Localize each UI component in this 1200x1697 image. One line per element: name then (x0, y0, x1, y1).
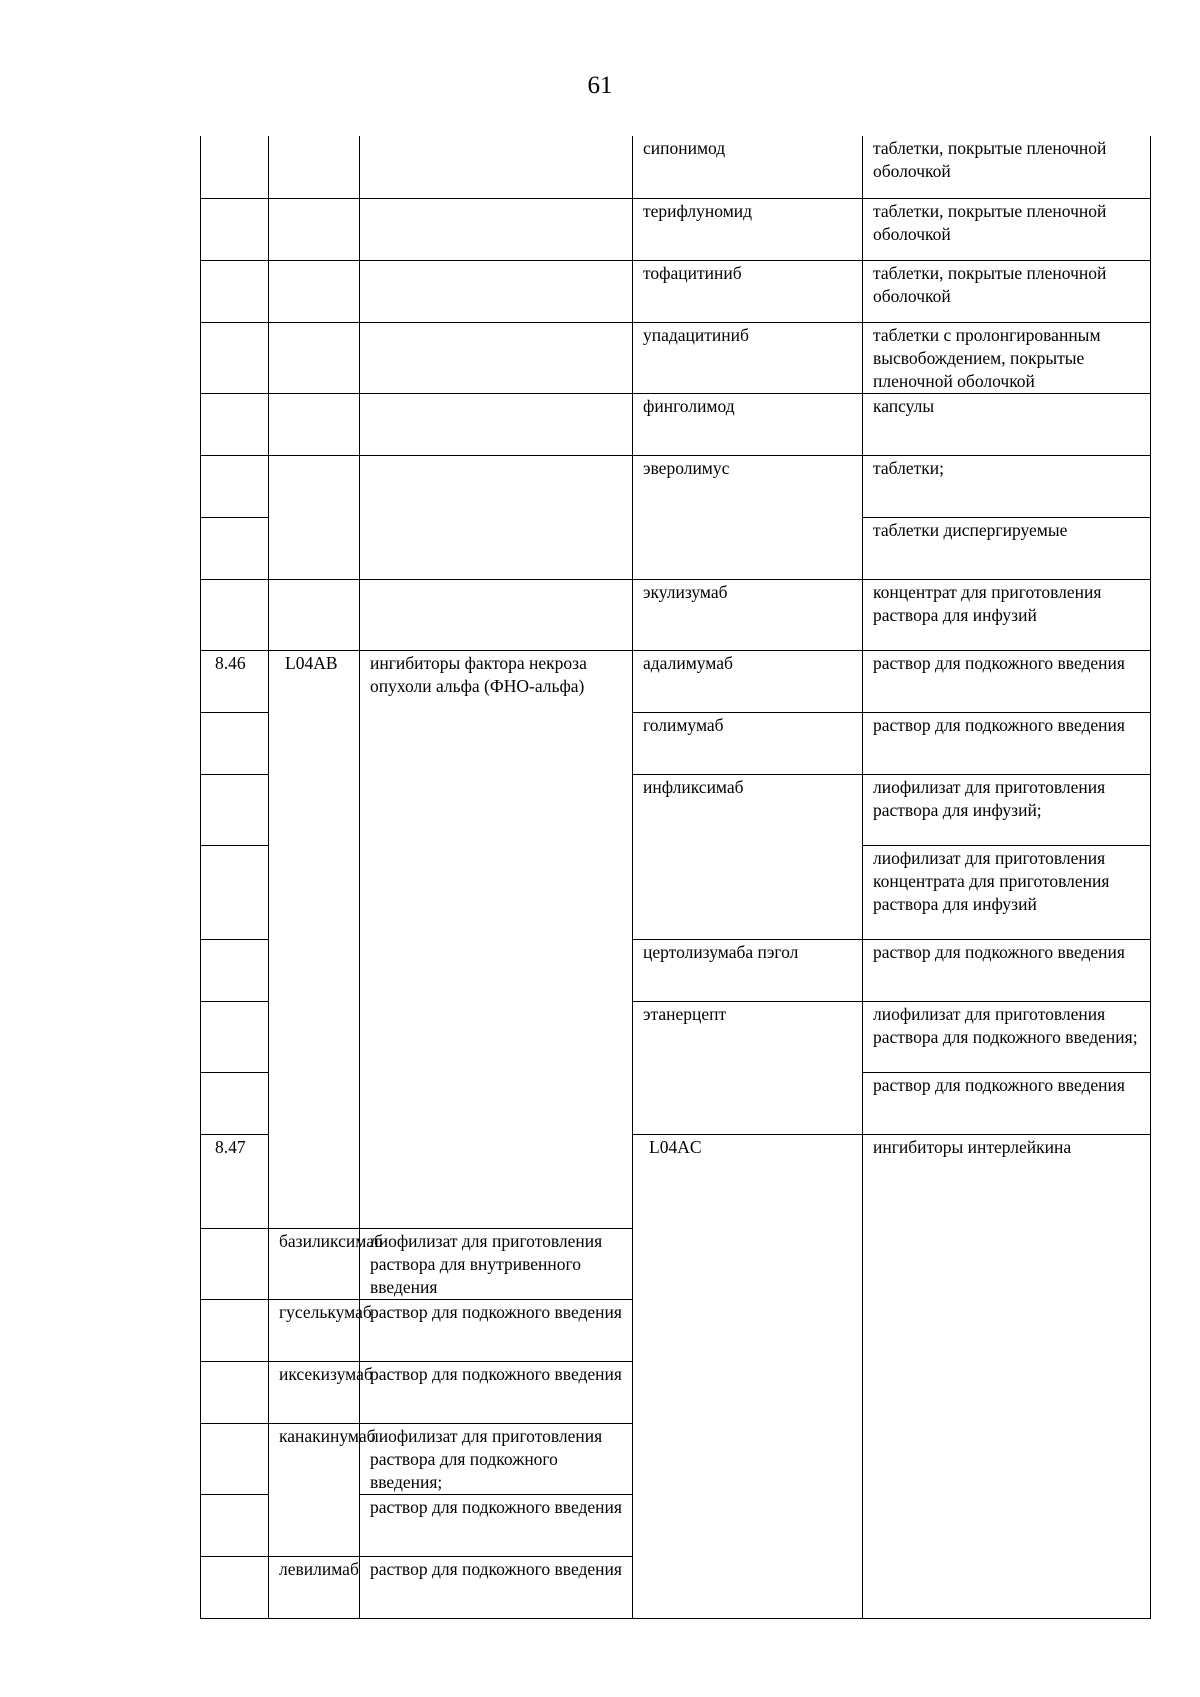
dosage-form: раствор для подкожного введения (360, 1556, 633, 1618)
dosage-form: раствор для подкожного введения (863, 939, 1151, 1001)
table-row (201, 260, 1151, 322)
group-number: 8.47 (201, 1134, 269, 1228)
drug-name: левилимаб (269, 1556, 360, 1618)
drug-name: тофацитиниб (633, 260, 863, 322)
drug-name: финголимод (633, 393, 863, 455)
dosage-form: таблетки, покрытые пленочной оболочкой (863, 260, 1151, 322)
dosage-form: таблетки диспергируемые (863, 517, 1151, 579)
drug-name: терифлуномид (633, 198, 863, 260)
drug-name: сипонимод (633, 136, 863, 198)
dosage-form: лиофилизат для приготовления концентрата для приготовления раствора для инфузий (863, 845, 1151, 939)
dosage-form: капсулы (863, 393, 1151, 455)
drug-name: этанерцепт (633, 1001, 863, 1134)
drug-name: иксекизумаб (269, 1361, 360, 1423)
table-row (201, 650, 1151, 712)
page-number: 61 (587, 72, 613, 99)
dosage-form: таблетки, покрытые пленочной оболочкой (863, 198, 1151, 260)
group-number: 8.46 (201, 650, 269, 712)
dosage-form: раствор для подкожного введения (360, 1361, 633, 1423)
drug-name: гуселькумаб (269, 1299, 360, 1361)
drug-name: цертолизумаба пэгол (633, 939, 863, 1001)
dosage-form: лиофилизат для приготовления раствора для подкожного введения; (863, 1001, 1151, 1072)
dosage-form: лиофилизат для приготовления раствора для внутривенного введения (360, 1228, 633, 1299)
table-row (201, 198, 1151, 260)
dosage-form: лиофилизат для приготовления раствора для подкожного введения; (360, 1423, 633, 1494)
table-row (201, 455, 1151, 517)
drug-name: эверолимус (633, 455, 863, 579)
drug-name: голимумаб (633, 712, 863, 774)
drug-table (200, 136, 1151, 1619)
drug-name: канакинумаб (269, 1423, 360, 1556)
dosage-form: лиофилизат для приготовления раствора для инфузий; (863, 774, 1151, 845)
dosage-form: раствор для подкожного введения (863, 1072, 1151, 1134)
drug-name: инфликсимаб (633, 774, 863, 939)
group-name: ингибиторы интерлейкина (863, 1134, 1151, 1618)
table-row (201, 322, 1151, 393)
atc-code: L04AC (633, 1134, 863, 1618)
drug-name: экулизумаб (633, 579, 863, 650)
drug-name: упадацитиниб (633, 322, 863, 393)
table-row (201, 579, 1151, 650)
dosage-form: раствор для подкожного введения (360, 1494, 633, 1556)
table-row (201, 393, 1151, 455)
dosage-form: концентрат для приготовления раствора для инфузий (863, 579, 1151, 650)
table-row (201, 136, 1151, 198)
drug-name: базиликсимаб (269, 1228, 360, 1299)
dosage-form: раствор для подкожного введения (863, 650, 1151, 712)
drug-name: адалимумаб (633, 650, 863, 712)
group-name: ингибиторы фактора некроза опухоли альфа (ФНО-альфа) (360, 650, 633, 1228)
dosage-form: таблетки; (863, 455, 1151, 517)
dosage-form: таблетки с пролонгированным высвобождением, покрытые пленочной оболочкой (863, 322, 1151, 393)
dosage-form: раствор для подкожного введения (863, 712, 1151, 774)
dosage-form: таблетки, покрытые пленочной оболочкой (863, 136, 1151, 198)
atc-code: L04AB (269, 650, 360, 1228)
dosage-form: раствор для подкожного введения (360, 1299, 633, 1361)
